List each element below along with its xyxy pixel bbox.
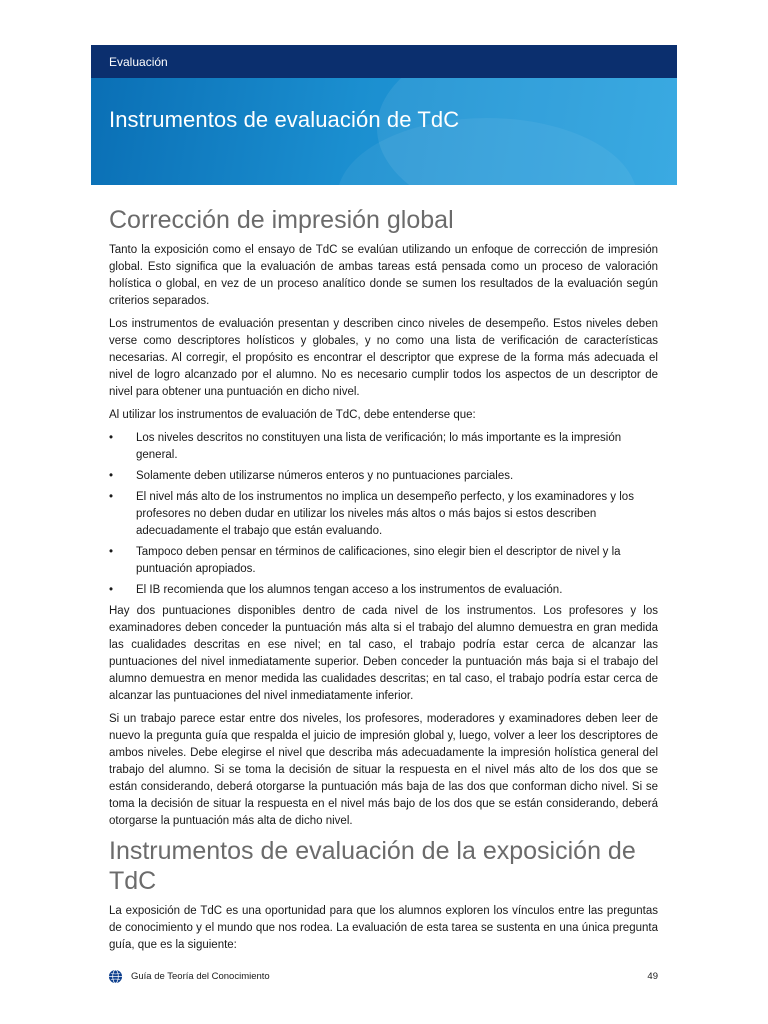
paragraph: Si un trabajo parece estar entre dos niveles, los profesores, moderadores y examinadores deben leer de nuevo la pregunta guía que respalda el juicio de impresión global y, luego, volver a leer los descriptores de ambos niveles. Debe elegirse el nivel que describa más adecuadamente la impresión holística general del trabajo del alumno. Si se toma la decisión de situar la respuesta en el nivel más alto de los dos que se están considerando, deberá otorgarse la puntuación más baja de las dos que conforman dicho nivel. Si se toma la decisión de situar la respuesta en el nivel más bajo de los dos que se están considerando, deberá otorgarse la puntuación más alta de dicho nivel. (109, 713, 658, 827)
bullet-icon: • (109, 432, 114, 444)
bullet-icon: • (109, 491, 114, 503)
section-label: Evaluación (109, 54, 168, 69)
paragraph: Al utilizar los instrumentos de evaluación de TdC, debe entenderse que: (109, 409, 476, 421)
bullet-icon: • (109, 470, 114, 482)
paragraph: Tanto la exposición como el ensayo de TdC se evalúan utilizando un enfoque de corrección de impresión global. Esto significa que la evaluación de ambas tareas está pensada como un proceso de valoración holística o global, en vez de un proceso analítico donde se sumen los resultados de la evaluación según criterios separados. (109, 244, 658, 307)
footer-document-title: Guía de Teoría del Conocimiento (131, 970, 270, 982)
list-item-text: El IB recomienda que los alumnos tengan acceso a los instrumentos de evaluación. (136, 584, 563, 596)
list-item (109, 430, 658, 464)
main-content (109, 205, 658, 960)
bullet-icon: • (109, 546, 114, 558)
paragraph: La exposición de TdC es una oportunidad para que los alumnos exploren los vínculos entre las preguntas de conocimiento y el mundo que nos rodea. La evaluación de esta tarea se sustenta en una única pregunta guía, que es la siguiente: (109, 905, 658, 951)
chapter-header (91, 45, 677, 185)
section-label-bar (91, 45, 677, 78)
page-number: 49 (647, 970, 658, 982)
paragraph: Hay dos puntuaciones disponibles dentro de cada nivel de los instrumentos. Los profesores y los examinadores deben conceder la puntuación más alta si el trabajo del alumno demuestra en gran medida las cualidades descritas en ese nivel; en tal caso, el trabajo podría estar cerca de alcanzar las puntuaciones del nivel inmediatamente superior. Deben conceder la puntuación más baja si el trabajo del alumno demuestra en menor medida las cualidades descritas; en tal caso, el trabajo podría estar cerca de alcanzar las puntuaciones del nivel inmediatamente inferior. (109, 605, 658, 702)
bullet-icon: • (109, 584, 114, 596)
ib-globe-logo-icon (108, 969, 123, 984)
section-heading-global-marking: Corrección de impresión global (109, 206, 454, 234)
list-item-text: Solamente deben utilizarse números enteros y no puntuaciones parciales. (136, 470, 514, 482)
paragraph: Los instrumentos de evaluación presentan y describen cinco niveles de desempeño. Estos niveles deben verse como descriptores holísticos y globales, y no como una lista de verificación de características necesarias. Al corregir, el propósito es encontrar el descriptor que exprese de la forma más adecuada el nivel de logro alcanzado por el alumno. No es necesario cumplir todos los aspectos de un descriptor de nivel para obtener una puntuación en dicho nivel. (109, 318, 658, 398)
page-footer (108, 966, 658, 986)
bullet-list (109, 430, 658, 599)
list-item-text: El nivel más alto de los instrumentos no implica un desempeño perfecto, y los examinadores y los profesores no deben dudar en utilizar los niveles más altos o más bajos si estos describen adecuadamente el trabajo que están evaluando. (136, 491, 634, 537)
list-item-text: Los niveles descritos no constituyen una lista de verificación; lo más importante es la impresión general. (136, 432, 622, 461)
list-item (109, 582, 658, 599)
title-banner (91, 78, 677, 185)
list-item (109, 489, 658, 540)
list-item-text: Tampoco deben pensar en términos de calificaciones, sino elegir bien el descriptor de nivel y la puntuación apropiados. (136, 546, 621, 575)
list-item (109, 544, 658, 578)
section-heading-presentation-instruments: Instrumentos de evaluación de la exposición de TdC (109, 837, 636, 895)
list-item (109, 468, 658, 485)
page-title: Instrumentos de evaluación de TdC (109, 107, 460, 132)
